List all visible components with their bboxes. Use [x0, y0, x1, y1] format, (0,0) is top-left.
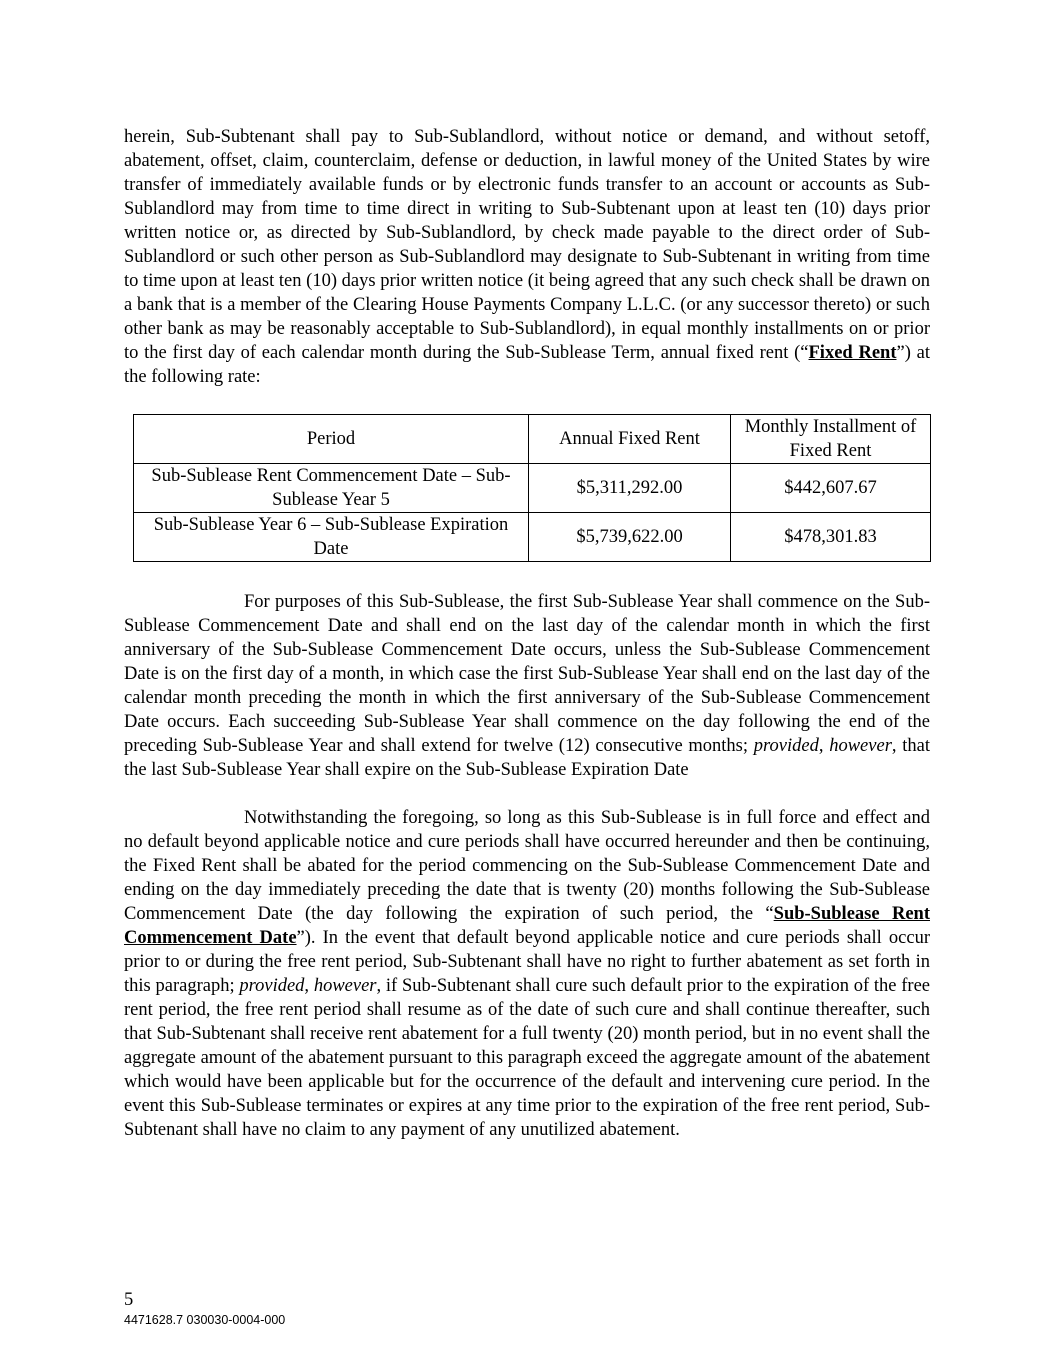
header-period: Period: [134, 415, 529, 464]
cell-annual-rent: $5,311,292.00: [529, 464, 731, 513]
italic-provided: provided: [753, 736, 819, 756]
header-annual-fixed-rent: Annual Fixed Rent: [529, 415, 731, 464]
paragraph-text: Notwithstanding the foregoing, so long as this Sub-Sublease is in full force and effect and no default beyond applicable notice and cure periods shall have occurred hereunder and then be continuing, the Fixed Rent shall be abated for the period commencing on the Sub-Sublease Commencement Date and ending on the day immediately preceding the date that is twenty (20) months following the Sub-Sublease Commencement Date (the day following the expiration of such period, the “: [124, 808, 930, 924]
document-page: [124, 125, 930, 1142]
paragraph-text: ”). In the event that default beyond applicable notice and cure periods shall occur prior to or during the free rent period, Sub-Subtenant shall have no right to further abatement as set forth in this paragraph;: [124, 928, 930, 996]
italic-provided: provided: [239, 976, 305, 996]
paragraph-text: ”) at the following rate:: [124, 343, 930, 387]
defined-term-fixed-rent: Fixed Rent: [808, 343, 897, 363]
paragraph-text: herein, Sub-Subtenant shall pay to Sub-Sublandlord, without notice or demand, and without setoff, abatement, offset, claim, counterclaim, defense or deduction, in lawful money of the United States by wire transfer of immediately available funds or by electronic funds transfer to an account or accounts as Sub-Sublandlord may from time to time direct in writing to Sub-Subtenant upon at least ten (10) days prior written notice or, as directed by Sub-Sublandlord, by check made payable to the direct order of Sub-Sublandlord or such other person as Sub-Sublandlord may designate to Sub-Subtenant in writing from time to time upon at least ten (10) days prior written notice (it being agreed that any such check shall be drawn on a bank that is a member of the Clearing House Payments Company L.L.C. (or any successor thereto) or such other bank as may be reasonably acceptable to Sub-Sublandlord), in equal monthly installments on or prior to the first day of each calendar month during the Sub-Sublease Term, annual fixed rent (“: [124, 127, 930, 363]
cell-monthly-installment: $478,301.83: [731, 513, 931, 562]
paragraph-text: , if Sub-Subtenant shall cure such default prior to the expiration of the free rent period, the free rent period shall resume as of the date of such cure and shall continue thereafter, such that Sub-Subtenant shall receive rent abatement for a full twenty (20) month period, but in no event shall the aggregate amount of the abatement pursuant to this paragraph exceed the aggregate amount of the abatement which would have been applicable but for the occurrence of the default and intervening cure period. In the event this Sub-Sublease terminates or expires at any time prior to the expiration of the free rent period, Sub-Subtenant shall have no claim to any payment of any unutilized abatement.: [124, 976, 930, 1140]
punctuation: ,: [304, 976, 314, 996]
rent-table: [133, 414, 931, 562]
defined-term-rent-commencement-date: Sub-Sublease Rent Commencement Date: [124, 904, 930, 948]
table-header-row: [134, 415, 931, 464]
header-monthly-installment: Monthly Installment of Fixed Rent: [731, 415, 931, 464]
paragraph-sub-sublease-year: [124, 590, 930, 782]
table-row: [134, 513, 931, 562]
page-number: 5: [124, 1290, 134, 1310]
table-row: [134, 464, 931, 513]
cell-period: Sub-Sublease Year 6 – Sub-Sublease Expiration Date: [134, 513, 529, 562]
cell-annual-rent: $5,739,622.00: [529, 513, 731, 562]
paragraph-text: For purposes of this Sub-Sublease, the first Sub-Sublease Year shall commence on the Sub-Sublease Commencement Date and shall end on the last day of the calendar month in which the first anniversary of the Sub-Sublease Commencement Date occurs, unless the Sub-Sublease Commencement Date is on the first day of a month, in which case the first Sub-Sublease Year shall end on the last day of the calendar month preceding the month in which the first anniversary of the Sub-Sublease Commencement Date occurs. Each succeeding Sub-Sublease Year shall commence on the day following the end of the preceding Sub-Sublease Year and shall extend for twelve (12) consecutive months;: [124, 592, 930, 756]
punctuation: ,: [818, 736, 830, 756]
cell-monthly-installment: $442,607.67: [731, 464, 931, 513]
italic-however: however: [829, 736, 892, 756]
document-id: 4471628.7 030030-0004-000: [124, 1313, 286, 1327]
italic-however: however: [313, 976, 377, 996]
paragraph-rent-abatement: [124, 806, 930, 1142]
paragraph-fixed-rent: [124, 125, 930, 389]
cell-period: Sub-Sublease Rent Commencement Date – Sub-Sublease Year 5: [134, 464, 529, 513]
paragraph-text: , that the last Sub-Sublease Year shall expire on the Sub-Sublease Expiration Date: [124, 736, 931, 780]
